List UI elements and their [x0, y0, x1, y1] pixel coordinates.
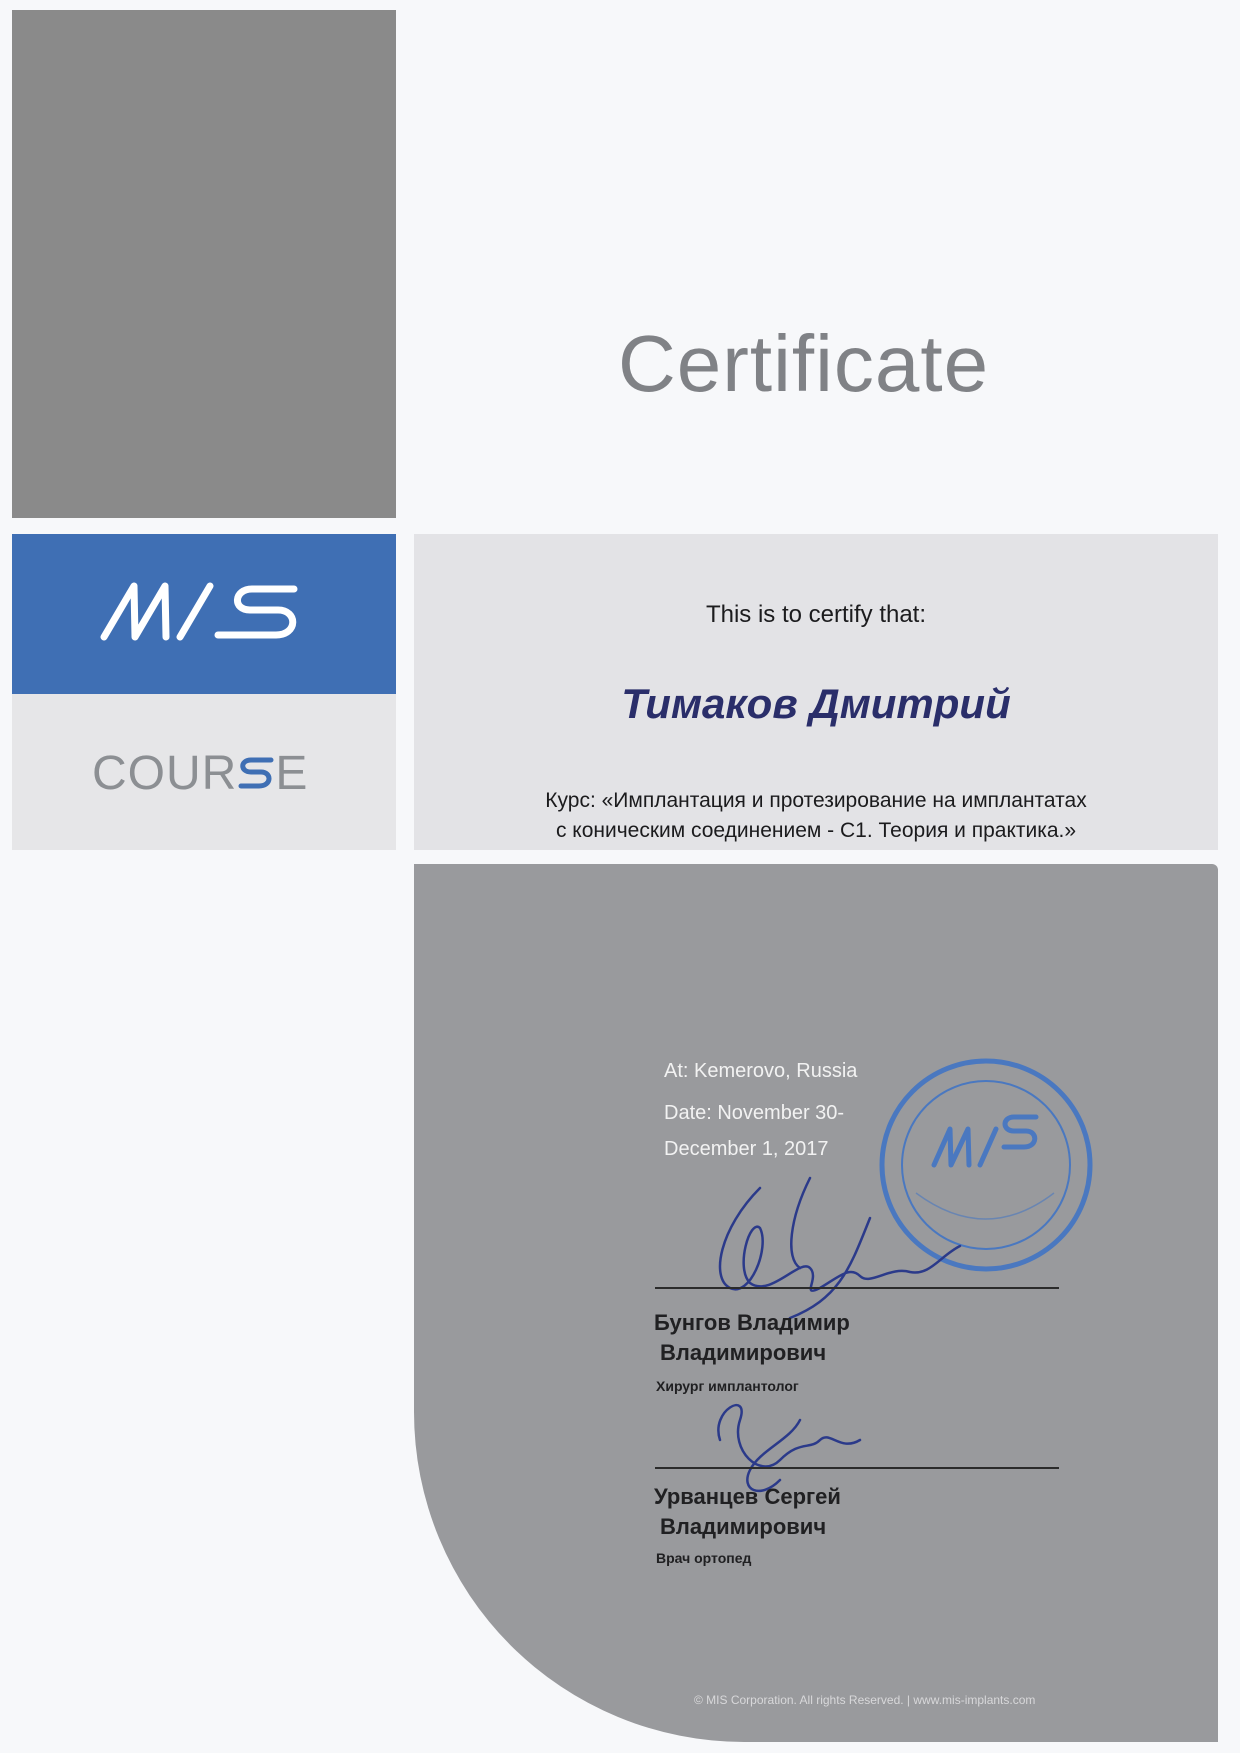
mis-logo-icon: [12, 534, 396, 694]
course-label: [92, 746, 308, 802]
event-location: At: Kemerovo, Russia: [664, 1060, 858, 1082]
gray-top-block: [12, 10, 396, 518]
signatory-1-role: Хирург имплантолог: [656, 1378, 799, 1394]
certify-line: This is to certify that:: [705, 601, 927, 628]
signatory-2-name-line2: Владимирович: [660, 1514, 827, 1539]
signature-1-icon: [690, 1158, 970, 1328]
course-description: [414, 786, 1218, 846]
certificate-title: Certificate: [618, 319, 990, 408]
mis-logo-block: [12, 534, 396, 694]
signatory-1-name: [654, 1308, 850, 1368]
footer-copyright: © MIS Corporation. All rights Reserved. | www.mis-implants.com: [694, 1693, 1036, 1707]
course-description-line2: с коническим соединением - С1. Теория и практика.»: [555, 819, 1077, 842]
recipient-name: Тимаков Дмитрий: [621, 680, 1011, 727]
signature-line-1: [655, 1287, 1059, 1289]
course-description-line1: Курс: «Имплантация и протезирование на имплантатах: [545, 789, 1087, 812]
course-s-icon: [237, 746, 275, 802]
event-date-line1: Date: November 30-: [664, 1102, 845, 1124]
event-date-line2: December 1, 2017: [664, 1138, 829, 1160]
signature-line-2: [655, 1467, 1059, 1469]
signatory-1-name-line2: Владимирович: [660, 1340, 827, 1365]
signatory-2-name: [654, 1482, 841, 1542]
course-label-suffix: E: [275, 747, 309, 800]
signatory-2-name-line1: Урванцев Сергей: [654, 1484, 841, 1509]
signatory-2-role: Врач ортопед: [656, 1550, 752, 1566]
course-label-prefix: COUR: [92, 747, 238, 800]
signatory-1-name-line1: Бунгов Владимир: [654, 1310, 850, 1335]
